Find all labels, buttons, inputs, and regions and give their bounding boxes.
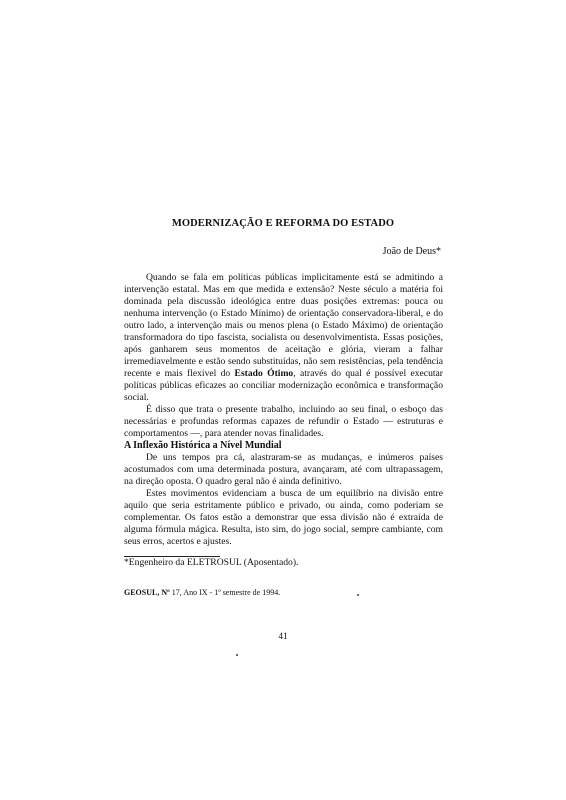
scan-speck	[357, 594, 359, 596]
article-body	[124, 272, 443, 569]
scan-speck	[236, 654, 238, 656]
journal-details: 17, Ano IX - 1º semestre de 1994.	[171, 588, 281, 597]
journal-citation	[124, 588, 280, 597]
page-number: 41	[278, 631, 288, 641]
journal-name: GEOSUL, Nº	[124, 588, 170, 597]
intro-p1-text: Quando se fala em políticas públicas implicitamente está se admitindo a intervenção estatal. Mas em que medida e extensão? Neste século a matéria foi dominada pela discussão ideológica entre duas posições extremas: pouca ou nenhuma intervenção (o Estado Mínimo) de orientação conservadora-liberal, e do outro lado, a intervenção mais ou menos plena (o Estado Máximo) de orientação transformadora do tipo fascista, socialista ou desenvolvimentista. Essas posições, após ganharem seus momentos de aceitação e glória, vieram a falhar irremediavelmente e estão sendo substituídas, não sem resistências, pela tendência recente e mais flexível do	[124, 272, 443, 379]
footnote: *Engenheiro da ELETROSUL (Aposentado).	[124, 557, 299, 568]
section-paragraph-1: De uns tempos pra cá, alastraram-se as mudanças, e inúmeros países acostumados com uma determinada postura, avançaram, até com ultrapassagem, na direção oposta. O quadro geral não é ainda definitivo.	[124, 452, 443, 487]
section-paragraph-2: Estes movimentos evidenciam a busca de um equilíbrio na divisão entre aquilo que seria estritamente público e privado, ou ainda, como poderiam se complementar. Os fatos estão a demonstrar que essa divisão não é extraída de alguma fórmula mágica. Resulta, isto sim, do jogo social, sempre cambiante, com seus erros, acertos e ajustes.	[124, 488, 443, 547]
intro-p1-text-end: , através do qual é possível executar políticas públicas eficazes ao conciliar modernização econômica e transformação social.	[124, 368, 443, 403]
intro-paragraph-1	[124, 272, 443, 404]
section-heading: A Inflexão Histórica a Nível Mundial	[124, 440, 282, 451]
article-author: João de Deus*	[382, 246, 441, 257]
article-title: MODERNIZAÇÃO E REFORMA DO ESTADO	[171, 218, 395, 229]
estado-otimo-term: Estado Ótimo	[234, 368, 294, 379]
intro-paragraph-2: É disso que trata o presente trabalho, incluindo ao seu final, o esboço das necessárias e profundas reformas capazes de refundir o Estado — estruturas e comportamentos —, para atender novas finalidades.	[124, 404, 443, 439]
